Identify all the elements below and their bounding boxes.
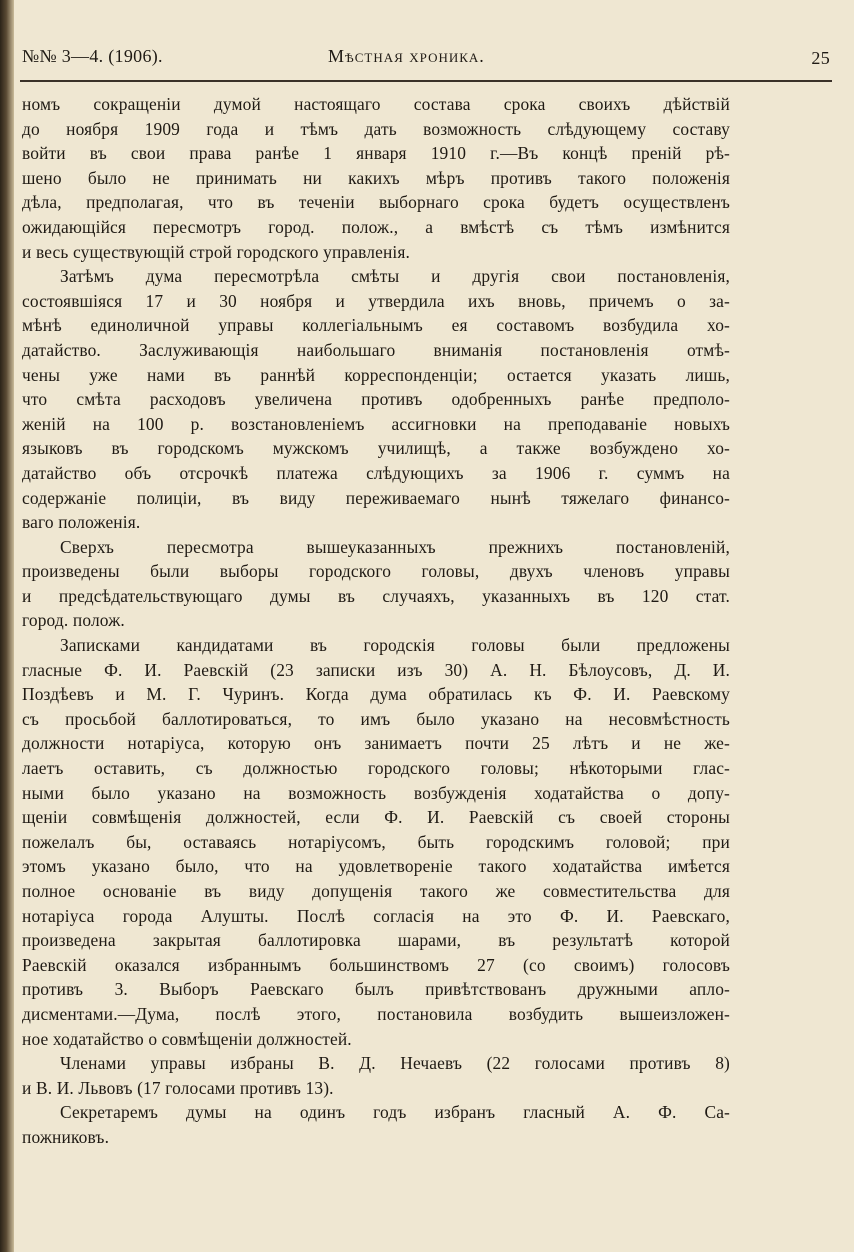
issue-number: №№ 3—4. (1906). <box>22 46 163 66</box>
text-line: ными было указано на возможность возбужденiя ходатайства о допу- <box>22 782 730 803</box>
text-line: войти въ свои права ранѣе 1 января 1910 г.—Въ концѣ пренiй рѣ- <box>22 143 730 164</box>
text-line: номъ сокращенiи думой настоящаго состава срока своихъ дѣйствiй <box>22 94 730 114</box>
text-line: и предсѣдательствующаго думы въ случаяхъ, указанныхъ въ 120 стат. <box>22 585 730 606</box>
text-line: лаетъ оставить, съ должностью городского головы; нѣкоторыми глас- <box>22 758 730 779</box>
text-line: Затѣмъ дума пересмотрѣла смѣты и другiя свои постановленiя, <box>60 266 730 287</box>
text-line: содержанiе полицiи, въ виду переживаемаго нынѣ тяжелаго финансо- <box>22 487 730 508</box>
text-line: и весь существующiй строй городского управленiя. <box>22 241 411 262</box>
text-line: состоявшiяся 17 и 30 ноября и утвердила ихъ вновь, причемъ о за- <box>22 290 730 311</box>
text-line: шено было не принимать ни какихъ мѣръ противъ такого положенiя <box>22 167 730 188</box>
text-line: этомъ указано было, что на удовлетворенiе такого ходатайства имѣется <box>22 856 730 877</box>
text-line: чены уже нами въ раннѣй корреспонденцiи; остается указать лишь, <box>22 364 730 385</box>
text-line: пожелалъ бы, оставаясь нотарiусомъ, быть городскимъ головой; при <box>22 831 730 852</box>
text-line: произведена закрытая баллотировка шарами, въ результатѣ которой <box>22 930 730 951</box>
text-line: женiй на 100 р. возстановленiемъ ассигновки на преподаванiе новыхъ <box>22 413 730 434</box>
text-line: датайство. Заслуживающiя наибольшаго вниманiя постановленiя отмѣ- <box>22 339 730 360</box>
text-line: дисментами.—Дума, послѣ этого, постановила возбудить вышеизложен- <box>22 1003 730 1024</box>
running-header <box>22 46 830 74</box>
text-line: противъ 3. Выборъ Раевскаго былъ привѣтствованъ дружными апло- <box>22 979 730 1000</box>
text-line: мѣнѣ единоличной управы коллегiальнымъ ея составомъ возбудила хо- <box>22 315 730 336</box>
text-line: Раевскiй оказался избраннымъ большинствомъ 27 (со своимъ) голосовъ <box>22 954 730 975</box>
section-title: Мѣстная хроника. <box>328 46 485 66</box>
text-line: ожидающiйся пересмотръ город. полож., а вмѣстѣ съ тѣмъ измѣнится <box>22 216 730 237</box>
text-line: щенiи совмѣщенiя должностей, если Ф. И. Раевскiй съ своей стороны <box>22 807 730 828</box>
text-line: ное ходатайство о совмѣщенiи должностей. <box>22 1028 352 1049</box>
text-line: что смѣта расходовъ увеличена противъ одобренныхъ ранѣе предполо- <box>22 389 730 410</box>
text-line: город. полож. <box>22 610 125 631</box>
text-line: Членами управы избраны В. Д. Нечаевъ (22 голосами противъ 8) <box>60 1053 730 1074</box>
book-spine-shadow <box>0 0 14 1252</box>
text-line: и В. И. Львовъ (17 голосами противъ 13). <box>22 1077 334 1098</box>
text-line: языковъ въ городскомъ мужскомъ училищѣ, а также возбуждено хо- <box>22 438 730 459</box>
text-line: до ноября 1909 года и тѣмъ дать возможность слѣдующему составу <box>22 118 730 139</box>
text-line: должности нотарiуса, которую онъ занимаетъ почти 25 лѣтъ и не же- <box>22 733 730 754</box>
text-line: Поздѣевъ и М. Г. Чуринъ. Когда дума обратилась къ Ф. И. Раевскому <box>22 684 730 705</box>
text-line: произведены были выборы городского головы, двухъ членовъ управы <box>22 561 730 582</box>
text-line: датайство объ отсрочкѣ платежа слѣдующихъ за 1906 г. суммъ на <box>22 462 730 483</box>
text-line: пожниковъ. <box>22 1126 110 1147</box>
page-number: 25 <box>811 48 830 68</box>
text-line: полное основанiе въ виду допущенiя такого же совместительства для <box>22 881 730 901</box>
text-line: Секретаремъ думы на одинъ годъ избранъ гласный А. Ф. Са- <box>60 1102 730 1123</box>
text-line: ваго положенiя. <box>22 512 141 533</box>
text-line: Сверхъ пересмотра вышеуказанныхъ прежнихъ постановленiй, <box>60 536 730 557</box>
text-line: съ просьбой баллотироваться, то имъ было указано на несовмѣстность <box>22 708 730 729</box>
text-line: дѣла, предполагая, что въ теченiи выборнаго срока будетъ осуществленъ <box>22 192 730 213</box>
header-rule <box>20 80 832 82</box>
article-body <box>22 92 730 1150</box>
text-line: Записками кандидатами въ городскiя головы были предложены <box>60 635 730 656</box>
text-line: нотарiуса города Алушты. Послѣ согласiя на это Ф. И. Раевскаго, <box>22 905 730 926</box>
text-line: гласные Ф. И. Раевскiй (23 записки изъ 30) А. Н. Бѣлоусовъ, Д. И. <box>22 659 730 680</box>
